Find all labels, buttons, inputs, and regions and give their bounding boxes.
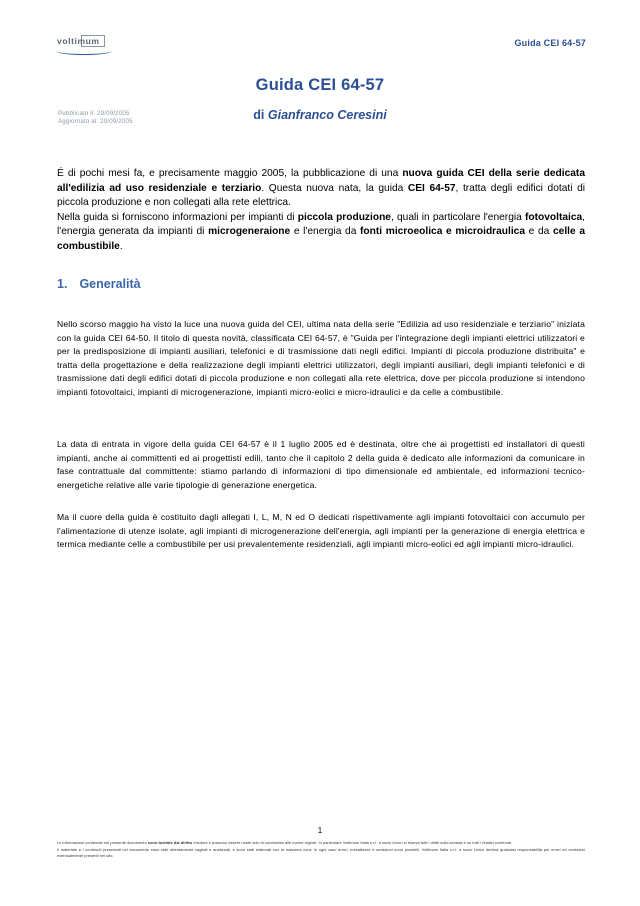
published-date: Pubblicato il: 29/09/2005	[58, 110, 130, 117]
footer-line1-part2: d'autore e possono essere usate solo in conformità alle norme vigenti. In particolare Voltimum Italia s.r.l. a socio Unico si riserva tutti i diritti sulla scheda e su tutti i relativi contenuti.	[192, 840, 513, 845]
intro-text: É di pochi mesi fa, e precisamente maggio 2005, la pubblicazione di una	[57, 168, 403, 179]
voltimum-logo	[56, 36, 124, 58]
author-prefix: di	[253, 108, 268, 122]
intro-text: Nella guida si forniscono informazioni per impianti di	[57, 211, 298, 223]
section-number: 1.	[57, 277, 68, 291]
body-paragraph: La data di entrata in vigore della guida CEI 64-57 è il 1 luglio 2005 ed è destinata, oltre che ai progettisti ed installatori di questi impianti, anche ai committenti ed ai progettisti edili, tanto che il capitolo 2 della guida è dedicato alle informazioni da comunicare in fase contrattuale dal committente: stiamo parlando di informazioni di tipo dimensionale ed ambientale, ed informazioni tecnico-energetiche relative alle varie tipologie di generazione energetica.	[57, 439, 585, 490]
logo-swoosh-icon	[56, 47, 112, 55]
intro-emphasis: microgeneraione	[208, 226, 291, 238]
intro-text: , quali in particolare l'energia	[390, 211, 525, 223]
footer-line1-part1: Le informazioni contenute nel presente documento	[57, 840, 148, 845]
footer-line-2: Il materiale e i contenuti presentati nel documento sono stati attentamente vagliati e analizzati, e sono stati elaborati con la massima cura. In ogni caso errori, inesattezze e omissioni sono possibili. Voltimum Italia s.r.l. a socio Unico declina qualsiasi responsabilità per errori ed omissioni eventualmente presenti nel sito.	[57, 846, 585, 858]
author-name: Gianfranco Ceresini	[267, 108, 387, 122]
section-title: Generalità	[79, 277, 141, 291]
footer-line1-bold: sono tutelate dal diritto	[147, 840, 193, 845]
section-heading-generalita	[57, 277, 141, 291]
intro-text: , l'energia generata da impianti di	[57, 211, 586, 238]
intro-paragraph	[57, 167, 585, 255]
page-number: 1	[317, 826, 323, 835]
intro-text: . Questa nuova nata, la guida	[261, 182, 408, 194]
footer-line-1	[57, 840, 585, 846]
body-paragraph: Ma il cuore della guida è costituito dagli allegati I, L, M, N ed O dedicati rispettivamente agli impianti fotovoltaici con accumulo per l'alimentazione di utenze isolate, agli impianti di microgenerazione dell'energia, agli impianti per la generazione di energia elettrica e termica mediante celle a combustibile per usi prevalentemente residenziali, agli impianti micro-eolici ed agli impianti micro-idraulici.	[57, 512, 585, 550]
intro-text: e l'energia da	[290, 226, 361, 238]
intro-emphasis: celle a combustibile	[57, 226, 586, 252]
page-header	[56, 36, 586, 62]
intro-emphasis: nuova guida CEI della serie dedicata all'edilizia ad uso residenziale e terziario	[57, 168, 585, 194]
running-head: Guida CEI 64-57	[514, 38, 586, 48]
intro-emphasis: piccola produzione	[297, 211, 391, 223]
intro-emphasis: CEI 64-57	[407, 182, 456, 194]
footer-disclaimer	[57, 840, 585, 860]
intro-text: .	[119, 240, 123, 252]
updated-date: Aggiornato al: 29/09/2005	[58, 118, 133, 126]
intro-emphasis: fotovoltaica	[525, 211, 583, 223]
logo-mark	[56, 36, 122, 54]
intro-emphasis: fonti microeolica e microidraulica	[360, 226, 526, 238]
intro-text: e da	[525, 226, 554, 238]
page-title: Guida CEI 64-57	[255, 76, 385, 94]
publication-dates	[58, 110, 133, 127]
body-paragraph: Nello scorso maggio ha visto la luce una nuova guida del CEI, ultima nata della serie "Edilizia ad uso residenziale e terziario" iniziata con la guida CEI 64-50. Il titolo di questa novità, classificata CEI 64-57, è "Guida per l'integrazione degli impianti elettrici utilizzatori e per la predisposizione di impianti ausiliari, telefonici e di trasmissione dati negli edifici. Impianti di piccola produzione distribuita" e tratta della progettazione e della realizzazione degli impianti elettrici utilizzatori, degli impianti ausiliari, degli impianti telefonici e di trasmissione dati degli edifici dotati di piccola produzione e non collegati alla rete elettrica, dove per piccola produzione si intendono impianti fotovoltaici, impianti di microgenerazione, impianti micro-eolici e micro-idraulici e da celle a combustibile.	[57, 319, 585, 397]
intro-text: , tratta degli edifici dotati di piccola produzione e non collegati alla rete elettrica.	[57, 182, 585, 209]
logo-wordmark: voltimum	[57, 36, 100, 46]
